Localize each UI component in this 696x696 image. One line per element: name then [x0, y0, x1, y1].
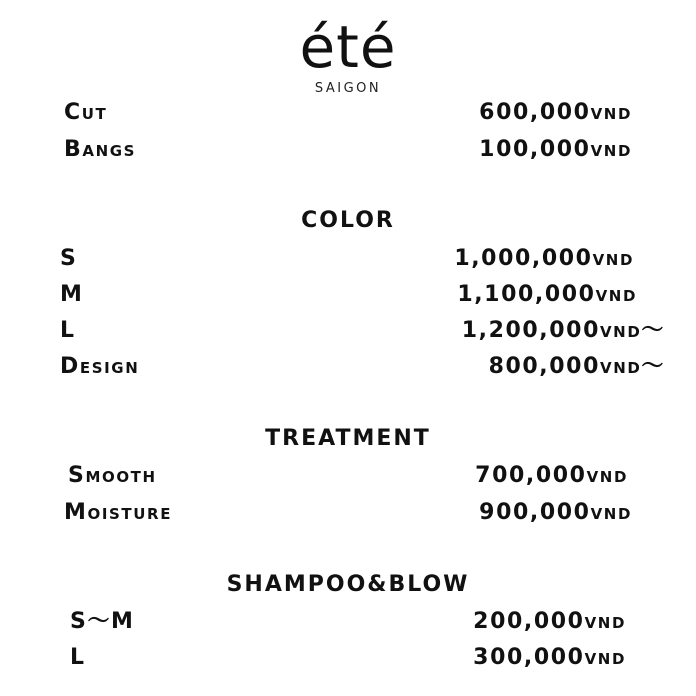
price-row-cut	[64, 98, 632, 128]
location-text: SAIGON	[314, 81, 382, 96]
section-heading-treatment: TREATMENT	[265, 426, 431, 451]
service-price: 800,000vnd〜	[488, 354, 665, 379]
service-price: 1,100,000vnd	[457, 282, 637, 307]
service-label: M	[60, 282, 84, 307]
service-label: Bangs	[64, 137, 137, 162]
price-row-shampoo-sm	[70, 607, 626, 637]
price-row-bangs	[64, 135, 632, 165]
service-label: Cut	[64, 100, 108, 125]
price-row-color-m	[60, 280, 637, 310]
service-price: 600,000vnd	[479, 100, 632, 125]
service-label: S	[60, 246, 78, 271]
service-label: Design	[60, 354, 140, 379]
service-price: 1,000,000vnd	[454, 246, 634, 271]
service-price: 100,000vnd	[479, 137, 632, 162]
service-price: 700,000vnd	[475, 463, 628, 488]
service-price: 1,200,000vnd〜	[461, 318, 665, 343]
service-label: L	[60, 318, 76, 343]
price-row-shampoo-l	[70, 643, 626, 673]
price-row-color-design	[60, 352, 665, 382]
service-price: 900,000vnd	[479, 500, 632, 525]
service-price: 200,000vnd	[473, 609, 626, 634]
service-label: Moisture	[64, 500, 173, 525]
price-row-moisture	[64, 498, 632, 528]
price-row-color-l	[60, 316, 665, 346]
service-label: L	[70, 645, 86, 670]
service-label: Smooth	[68, 463, 157, 488]
service-price: 300,000vnd	[473, 645, 626, 670]
brand-logo-text: été	[299, 13, 397, 81]
logo	[0, 12, 696, 98]
section-heading-shampoo-blow: SHAMPOO&BLOW	[226, 572, 470, 597]
price-row-color-s	[60, 244, 634, 274]
section-heading-color: COLOR	[301, 208, 395, 233]
service-label: S〜M	[70, 609, 135, 634]
price-row-smooth	[68, 461, 628, 491]
